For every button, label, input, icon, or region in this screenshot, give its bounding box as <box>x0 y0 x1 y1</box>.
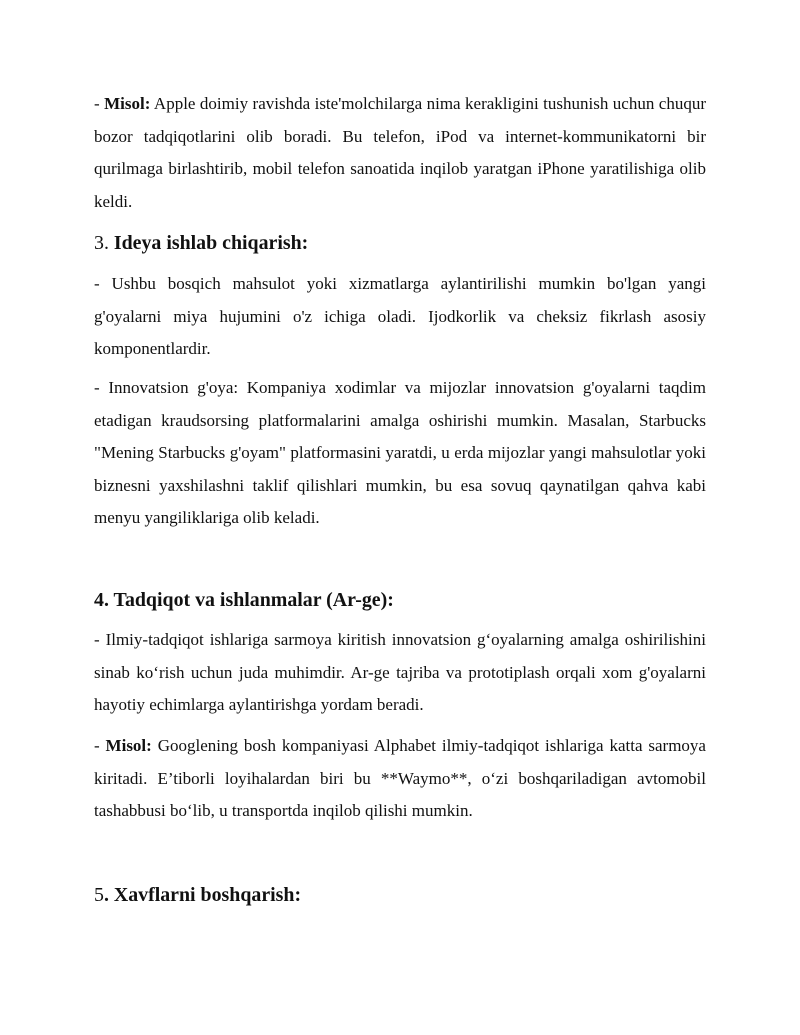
paragraph-text: - Innovatsion g'oya: Kompaniya xodimlar va mijozlar innovatsion g'oyalarni taqdim etadigan kraudsorsing platformalarini amalga oshirishi mumkin. Masalan, Starbucks "Mening Starbucks g'oyam" platformasini yaratdi, u erda mijozlar yangi mahsulotlar yoki biznesni yaxshilashni taklif qilishlari mumkin, bu esa sovuq qaynatilgan qahva kabi menyu yangiliklariga olib keladi. <box>94 378 706 527</box>
section-number: 5 <box>94 884 104 906</box>
paragraph-innovative-idea <box>94 372 706 535</box>
section-title: Ideya ishlab chiqarish: <box>113 232 309 254</box>
paragraph-text: Apple doimiy ravishda iste'molchilarga nima kerakligini tushunish uchun chuqur bozor tadqiqotlarini olib boradi. Bu telefon, iPod va internet-kommunikatorni bir qurilmaga birlashtirib, mobil telefon sanoatida inqilob yaratgan iPhone yaratilishiga olib keldi. <box>94 94 706 211</box>
section-title: . Xavflarni boshqarish: <box>103 884 302 906</box>
paragraph-text: - Ilmiy-tadqiqot ishlariga sarmoya kiritish innovatsion g‘oyalarning amalga oshirilishini sinab ko‘rish uchun juda muhimdir. Ar-ge tajriba va prototiplash orqali xom g'oyalarni hayotiy echimlarga aylantirishga yordam beradi. <box>94 630 706 714</box>
paragraph-text: - Ushbu bosqich mahsulot yoki xizmatlarga aylantirilishi mumkin bo'lgan yangi g'oyalarni miya hujumini o'z ichiga oladi. Ijodkorlik va cheksiz fikrlash asosiy komponentlardir. <box>94 274 706 358</box>
section-heading-5 <box>94 879 706 912</box>
paragraph-text: Googlening bosh kompaniyasi Alphabet ilmiy-tadqiqot ishlariga katta sarmoya kiritadi. E’tiborli loyihalardan biri bu **Waymo**, o‘zi boshqariladigan avtomobil tashabbusi bo‘lib, u transportda inqilob qilishi mumkin. <box>94 736 706 820</box>
paragraph-google-example <box>94 730 706 828</box>
section-title: 4. Tadqiqot va ishlanmalar (Ar-ge): <box>94 589 394 611</box>
paragraph-rnd <box>94 624 706 722</box>
section-number: 3. <box>94 232 114 254</box>
paragraph-idea-generation <box>94 268 706 366</box>
section-heading-3 <box>94 227 706 260</box>
example-label: Misol: <box>104 94 151 113</box>
example-label: Misol: <box>105 736 152 755</box>
dash-prefix: - <box>94 94 105 113</box>
section-heading-4 <box>94 584 706 617</box>
paragraph-apple-example <box>94 88 706 218</box>
dash-prefix: - <box>94 736 106 755</box>
